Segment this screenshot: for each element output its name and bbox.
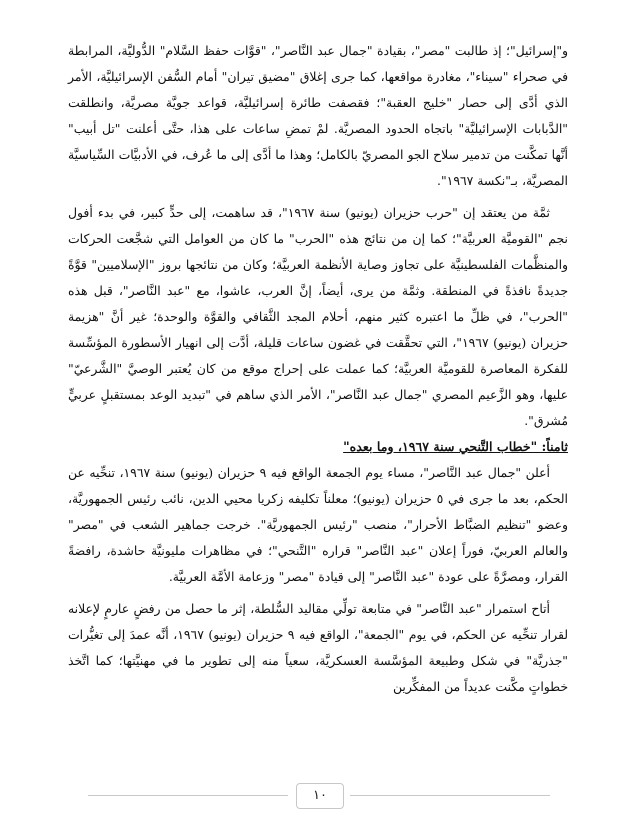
paragraph-3: أعلن "جمال عبد النَّاصر"، مساء يوم الجمعة الواقع فيه ٩ حزيران (يونيو) سنة ١٩٦٧، تنحِّيه عن الحكم، بعد ما جرى في ٥ حزيران (يونيو)؛ معلناً تكليفه زكريا محيي الدين، نائب رئيس الجمهوريَّة، وعضو "تنظيم الضبَّاط الأحرار"، منصب "رئيس الجمهوريَّة". خرجت جماهير الشعب في "مصر" والعالم العربيّ، فوراً إعلان "عبد النَّاصر" قراره "التَّنحي"؛ في مظاهرات مليونيَّة حاشدة، رافضةً القرار، ومصرَّةً على عودة "عبد النَّاصر" إلى قيادة "مصر" وزعامة الأمَّة العربيَّة.	[68, 465, 568, 584]
section-heading: ثامناً: "خطاب التَّنحي سنة ١٩٦٧، وما بعده"	[343, 439, 568, 454]
footer-rule-left	[88, 795, 288, 796]
paragraph-2: ثمَّة من يعتقد إن "حرب حزيران (يونيو) سنة ١٩٦٧"، قد ساهمت، إلى حدٍّ كبير، في بدء أفول نجم "القوميَّة العربيَّة"؛ كما إن من نتائج هذه "الحرب" ما كان من العوامل التي شجَّعت الحركات والمنظَّمات الفلسطينيَّة على تجاوز وصاية الأنظمة العربيَّة؛ وكان من نتائجها بروز "الإسلاميين" قوَّةً جديدةً نافذةً في المنطقة. وثمَّة من يرى، أيضاً، إنَّ العرب، عاشوا، مع "عبد النَّاصر"، قبل هذه "الحرب"، في ظلِّ ما اعتبره كثير منهم، أحلام المجد الثَّقافي والقوَّة والوحدة؛ غير أنَّ "هزيمة حزيران (يونيو) ١٩٦٧"، التي تحقَّقت في غضون ساعات قليلة، أدَّت إلى انهيار الأسطورة المؤسِّسة للفكرة المعاصرة للقوميَّة العربيَّة؛ كما عملت على إحراج موقع من كان يُعتبر الوصيَّ "الشَّرعيّ" عليها، وهو الزَّعيم المصري "جمال عبد النَّاصر"، الأمر الذي ساهم في "تبديد الوعد بمستقبلٍ عربيٍّ مُشرق".	[68, 205, 569, 428]
paragraph-4: أتاح استمرار "عبد النَّاصر" في متابعة تولِّي مقاليد السُّلطة، إثر ما حصل من رفضٍ عارمٍ لإعلانه لقرار تنحِّيه عن الحكم، في يوم "الجمعة"، الواقع فيه ٩ حزيران (يونيو) ١٩٦٧، أنَّه عمدَ إلى تغيُّرات "جذريَّة" في شكل وطبيعة المؤسَّسة العسكريَّة، سعياً منه إلى تطوير ما في مهنيَّتها؛ كما اتَّخذ خطواتٍ مكَّنت عديداً من المفكِّرين	[68, 601, 568, 694]
footer-rule-right	[350, 795, 550, 796]
page-footer	[88, 783, 550, 811]
document-body	[68, 38, 568, 700]
paragraph-1: و"إسرائيل"؛ إذ طالبت "مصر"، بقيادة "جمال عبد النَّاصر"، "قوَّات حفظ السَّلام" الدُّوليَّة، المرابطة في صحراء "سيناء"، مغادرة مواقعها، كما جرى إغلاق "مضيق تيران" أمام السُّفن الإسرائيليَّة، الأمر الذي أدَّى إلى حصار "خليج العقبة"؛ فقصفت طائرة إسرائيليَّة، قواعد جويَّة مصريَّة، وانطلقت "الدَّبابات الإسرائيليَّة" باتجاه الحدود المصريَّة. لمْ تمضِ ساعات على هذا، حتَّى أعلنت "تل أبيب" أنَّها تمكَّنت من تدمير سلاح الجو المصريّ بالكامل؛ وهذا ما أدَّى إلى ما عُرف، في الأدبيَّات السِّياسيَّة المصريَّة، بـ"نكسة ١٩٦٧".	[68, 43, 568, 188]
page-number: ١٠	[296, 783, 344, 809]
